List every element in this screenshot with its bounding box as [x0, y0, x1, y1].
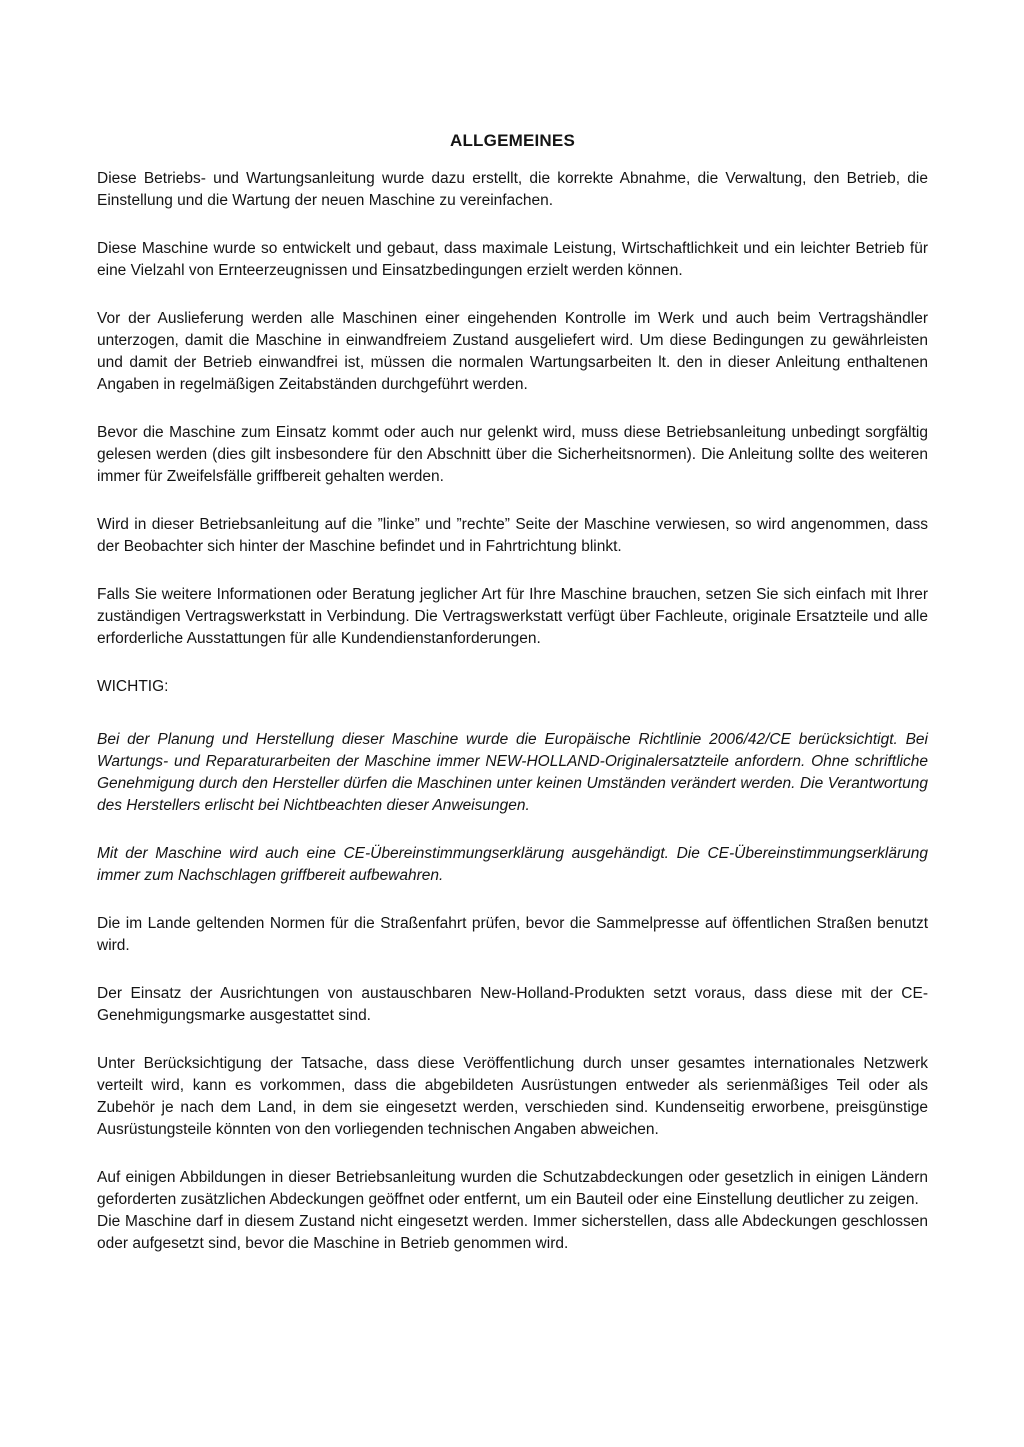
paragraph-international-distribution: Unter Berücksichtigung der Tatsache, dass diese Veröffentlichung durch unser gesamtes internationales Netzwerk verteilt wird, kann es vorkommen, dass die abgebildeten Ausrüstungen entweder als serienmäßiges Teil oder als Zubehör je nach dem Land, in dem sie eingesetzt werden, verschieden sind. Kundenseitig erworbene, preisgünstige Ausrüstungsteile könnten von den vorliegenden technischen Angaben abweichen. — [97, 1055, 928, 1138]
paragraph-eu-directive: Bei der Planung und Herstellung dieser Maschine wurde die Europäische Richtlinie 2006/42/CE berücksichtigt. Bei Wartungs- und Reparaturarbeiten der Maschine immer NEW-HOLLAND-Originalersatzteile anfordern. Ohne schriftliche Genehmigung durch den Hersteller dürfen die Maschinen unter keinen Umständen verändert werden. Die Verantwortung des Herstellers erlischt bei Nichtbeachten dieser Anweisungen. — [97, 731, 928, 814]
paragraph-ce-declaration: Mit der Maschine wird auch eine CE-Übereinstimmungserklärung ausgehändigt. Die CE-Übereinstimmungserklärung immer zum Nachschlagen griffbereit aufbewahren. — [97, 845, 928, 884]
page-title: ALLGEMEINES — [450, 131, 575, 150]
important-label: WICHTIG: — [97, 678, 169, 695]
paragraph-contact-workshop: Falls Sie weitere Informationen oder Beratung jeglicher Art für Ihre Maschine brauchen, setzen Sie sich einfach mit Ihrer zuständigen Vertragswerkstatt in Verbindung. Die Vertragswerkstatt verfügt über Fachleute, originale Ersatzteile und alle erforderliche Ausstattungen für alle Kundendienstanforderungen. — [97, 586, 928, 647]
paragraph-road-regulations: Die im Lande geltenden Normen für die Straßenfahrt prüfen, bevor die Sammelpresse auf öffentlichen Straßen benutzt wird. — [97, 915, 928, 954]
paragraph-ce-approval-mark: Der Einsatz der Ausrichtungen von austauschbaren New-Holland-Produkten setzt voraus, dass diese mit der CE-Genehmigungsmarke ausgestattet sind. — [97, 985, 928, 1024]
paragraph-read-manual: Bevor die Maschine zum Einsatz kommt oder auch nur gelenkt wird, muss diese Betriebsanleitung unbedingt sorgfältig gelesen werden (dies gilt insbesondere für den Abschnitt über die Sicherheitsnormen). Die Anleitung sollte des weiteren immer für Zweifelsfälle griffbereit gehalten werden. — [97, 424, 928, 485]
paragraph-machine-design: Diese Maschine wurde so entwickelt und gebaut, dass maximale Leistung, Wirtschaftlichkeit und ein leichter Betrieb für eine Vielzahl von Ernteerzeugnissen und Einsatzbedingungen erzielt werden können. — [97, 240, 928, 279]
paragraph-delivery-inspection: Vor der Auslieferung werden alle Maschinen einer eingehenden Kontrolle im Werk und auch beim Vertragshändler unterzogen, damit die Maschine in einwandfreiem Zustand ausgeliefert wird. Um diese Bedingungen zu gewährleisten und damit der Betrieb einwandfrei ist, müssen die normalen Wartungsarbeiten lt. den in dieser Anleitung enthaltenen Angaben in regelmäßigen Zeitabständen durchgeführt werden. — [97, 310, 928, 393]
paragraph-intro-purpose: Diese Betriebs- und Wartungsanleitung wurde dazu erstellt, die korrekte Abnahme, die Verwaltung, den Betrieb, die Einstellung und die Wartung der neuen Maschine zu vereinfachen. — [97, 170, 928, 209]
paragraph-left-right-convention: Wird in dieser Betriebsanleitung auf die ”linke” und ”rechte” Seite der Maschine verwiesen, so wird angenommen, dass der Beobachter sich hinter der Maschine befindet und in Fahrtrichtung blinkt. — [97, 516, 928, 555]
paragraph-covers-warning: Die Maschine darf in diesem Zustand nicht eingesetzt werden. Immer sicherstellen, dass alle Abdeckungen geschlossen oder aufgesetzt sind, bevor die Maschine in Betrieb genommen wird. — [97, 1213, 928, 1252]
paragraph-covers-removed: Auf einigen Abbildungen in dieser Betriebsanleitung wurden die Schutzabdeckungen oder gesetzlich in einigen Ländern geforderten zusätzlichen Abdeckungen geöffnet oder entfernt, um ein Bauteil oder eine Einstellung deutlicher zu zeigen. — [97, 1169, 928, 1208]
